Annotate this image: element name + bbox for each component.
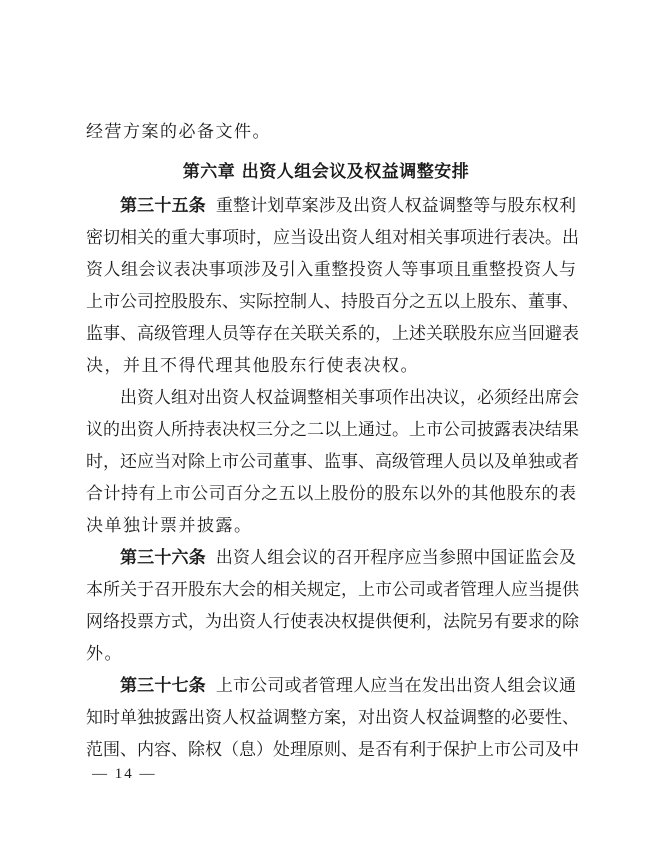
article-36-first-line — [120, 542, 576, 574]
text-line: 外。 — [86, 644, 123, 664]
text-line: 经营方案的必备文件。 — [86, 122, 271, 142]
text-line: 上市公司或者管理人应当在发出出资人组会议通 — [215, 676, 577, 696]
text-line: 密切相关的重大事项时，应当设出资人组对相关事项进行表决。出 — [86, 228, 579, 248]
text-line: 决，并且不得代理其他股东行使表决权。 — [86, 356, 419, 376]
text-line: 时，还应当对除上市公司董事、监事、高级管理人员以及单独或者 — [86, 452, 579, 472]
article-35-label: 第三十五条 — [120, 196, 206, 216]
article-35-first-line — [120, 190, 576, 222]
text-line: 知时单独披露出资人权益调整方案，对出资人权益调整的必要性、 — [86, 708, 579, 728]
text-line: 议的出资人所持表决权三分之二以上通过。上市公司披露表决结果 — [86, 420, 579, 440]
text-line: 网络投票方式，为出资人行使表决权提供便利，法院另有要求的除 — [86, 612, 579, 632]
text-line: 出资人组会议的召开程序应当参照中国证监会及 — [215, 548, 577, 568]
text-line: 本所关于召开股东大会的相关规定，上市公司或者管理人应当提供 — [86, 580, 579, 600]
article-37-label: 第三十七条 — [120, 676, 206, 696]
article-36-label: 第三十六条 — [120, 548, 206, 568]
chapter-heading: 第六章 出资人组会议及权益调整安排 — [182, 162, 470, 182]
text-line: 合计持有上市公司百分之五以上股份的股东以外的其他股东的表 — [86, 484, 576, 504]
text-line: 决单独计票并披露。 — [86, 516, 253, 536]
text-line: 范围、内容、除权（息）处理原则、是否有利于保护上市公司及中 — [86, 740, 579, 760]
page-number: — 14 — — [92, 766, 157, 782]
text-line: 出资人组对出资人权益调整相关事项作出决议，必须经出席会 — [120, 388, 579, 408]
article-37-first-line — [120, 670, 576, 702]
text-line: 上市公司控股股东、实际控制人、持股百分之五以上股东、董事、 — [86, 292, 579, 312]
text-line: 重整计划草案涉及出资人权益调整等与股东权利 — [215, 196, 577, 216]
text-line: 监事、高级管理人员等存在关联关系的，上述关联股东应当回避表 — [86, 324, 579, 344]
text-line: 资人组会议表决事项涉及引入重整投资人等事项且重整投资人与 — [86, 260, 576, 280]
